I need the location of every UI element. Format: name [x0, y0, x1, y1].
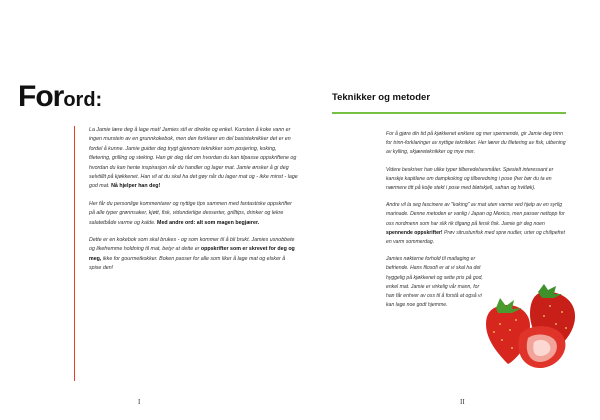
page-number-left: I: [138, 398, 141, 406]
page-title: [18, 82, 102, 112]
section-title: Teknikker og metoder: [332, 92, 431, 103]
right-page: [300, 0, 600, 420]
strawberry-illustration: [480, 278, 580, 370]
page-number-right: II: [460, 398, 465, 406]
foreword-text-block: [74, 126, 299, 381]
techniques-paragraph-2: Videre beskriver han ulike typer tilberedelsesmåter. Spesielt interessant er kanskje kapitlene om dampkoking og tilberedning i pose (her bør du ta en nærmere titt på kolje stekt i pose med bløtskjell, safran og hvitløk).: [386, 166, 554, 192]
techniques-paragraph-1: For å gjøre din tid på kjøkkenet enklere og mer spennende, gir Jamie deg trinn for trinn-forklaringer av nyttige teknikker. Her lærer du filetering av fisk, utbening av kylling, skjæreteknikker og mye mer.: [386, 131, 566, 156]
foreword-paragraph-2: Her får du personlige kommentarer og nyttige tips sammen med fantastiske oppskrifter på alle typer grønnsaker, kjøtt, fisk, vidunderlige desserter, grilltips, drinker og lekre salatetbåde varme og kalde. Med andre ord: alt som magen begjærer.: [89, 200, 292, 226]
foreword-paragraph-3: Dette er en kokebok som skal brukes - og som kommer til å bli brukt. Jamies usnobbete og likefremme holdning til mat, betyr at dette er oppskrifter som er skrevet for deg og meg, ikke for gourmetkokker. Boken passer for alle som liker å lage mat og elsker å spise den!: [89, 237, 295, 272]
title-part-2: ord:: [63, 89, 103, 111]
title-part-1: For: [18, 80, 64, 113]
techniques-paragraph-4: Jamies nøkterne forhold til matlaging er befriende. Hans filosofi er at vi skal ha det hyggelig på kjøkkenet og sette pris på god, enkel mat. Jamie er virkelig vår mann, for han får enhver av oss til å forstå at også vi kan lage noe godt hjemme.: [386, 256, 483, 309]
section-divider: [332, 112, 566, 114]
techniques-paragraph-3: Andre vil la seg fascinere av "koking" av mat uten varme ved hjelp av en syrlig marinade. Denne metoden er vanlig i Japan og Mexico, men passer nettopp for oss nordmenn som har slik rik tilgang på fersk fisk. Jamie gir deg noen spennende oppskrifter! Prøv sitrustunfisk med sprø nudler, urter og chilipefret en varm sommerdag.: [386, 202, 565, 246]
foreword-paragraph-1: La Jamie lære deg å lage mat! Jamies stil er direkte og enkel. Kunsten å koke vann er ingen murstein av en grunnkokebok, men den forklarer en del basisteknikker det er en fordel å kunne. Jamie guider deg trygt gjennom teknikker som posjering, koking, filetering, grilling og steking. Han gir deg råd om hvordan du kan tilpasse oppskriftene og hvordan du kan hente inspirasjon når du handler og lager mat. Jamie ønsker å gi deg selvtillit på kjøkkenet. Han vil at du skal ha det gøy når du lager mat og - ikke minst - lage god mat. Nå hjelper han deg!: [89, 127, 298, 190]
